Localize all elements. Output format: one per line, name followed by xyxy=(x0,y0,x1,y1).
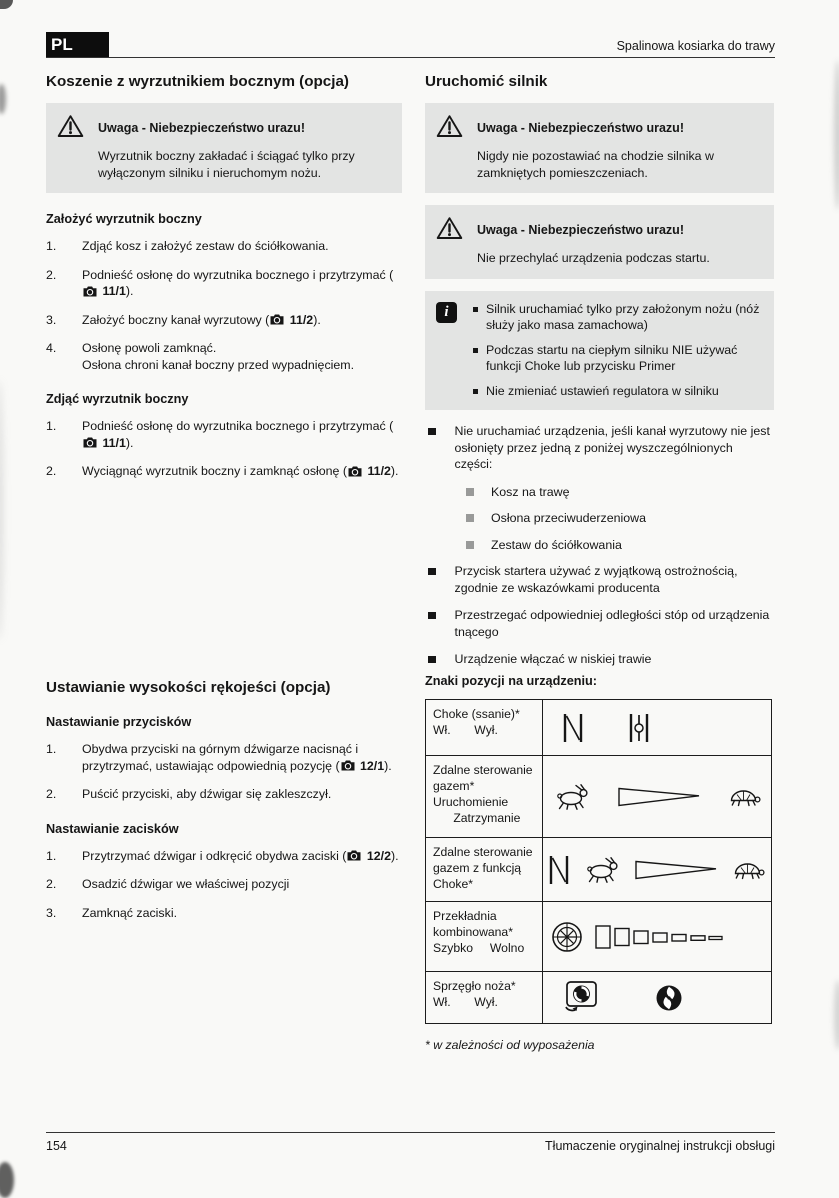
list-item-text: Obydwa przyciski na górnym dźwigarze nacisnąć i przytrzymać, ustawiając odpowiednią pozycję ( 12/1). xyxy=(82,742,392,773)
list-item xyxy=(46,238,402,255)
camera-icon xyxy=(83,437,97,448)
list-item xyxy=(46,741,402,774)
list-item xyxy=(46,312,402,329)
subsection-title-install: Założyć wyrzutnik boczny xyxy=(46,212,202,226)
sub-bullet-text: Kosz na trawę xyxy=(491,484,570,499)
camera-icon xyxy=(270,314,284,325)
safety-bullet-list xyxy=(425,423,774,668)
page-number: 154 xyxy=(46,1139,67,1153)
subsection-title-remove: Zdjąć wyrzutnik boczny xyxy=(46,392,189,406)
small-square-bullet-icon xyxy=(473,307,478,312)
list-item-number: 1. xyxy=(46,742,57,756)
symbol-icons-cell xyxy=(543,972,772,1024)
symbol-label-cell xyxy=(426,902,543,972)
numbered-list-clamps xyxy=(46,848,402,922)
blade-off-icon xyxy=(655,984,683,1012)
symbol-label-line: Sprzęgło noża* xyxy=(433,979,516,993)
list-item xyxy=(46,786,402,803)
numbered-list-remove xyxy=(46,418,402,480)
bullet-item xyxy=(425,423,774,473)
combi-wheel-icon xyxy=(551,921,583,953)
symbol-icons-cell xyxy=(543,902,772,972)
small-square-bullet-icon xyxy=(473,389,478,394)
bullet-item xyxy=(425,651,774,668)
sub-bullet-item xyxy=(466,510,774,527)
symbol-table-row xyxy=(426,838,772,902)
scan-artifact xyxy=(0,1162,14,1198)
camera-icon xyxy=(83,286,97,297)
info-icon xyxy=(436,302,457,323)
symbol-table-row xyxy=(426,700,772,756)
warning-triangle-icon xyxy=(436,113,477,143)
warning-box xyxy=(425,205,774,279)
bullet-text: Urządzenie włączać w niskiej trawie xyxy=(454,652,652,666)
symbol-icons-row xyxy=(549,784,765,810)
warning-triangle-icon xyxy=(436,215,477,245)
symbol-label-line: Zatrzymanie xyxy=(433,811,521,825)
footer-text: Tłumaczenie oryginalnej instrukcji obsługi xyxy=(545,1139,775,1153)
info-box xyxy=(425,291,774,411)
choke-open-icon xyxy=(629,713,649,743)
camera-icon xyxy=(341,760,355,771)
info-list xyxy=(473,301,764,400)
sub-bullet-item xyxy=(466,484,774,501)
list-item-number: 4. xyxy=(46,341,57,355)
list-item-text: Zdjąć kosz i założyć zestaw do ściółkowania. xyxy=(82,239,329,253)
tortoise-icon xyxy=(731,860,765,880)
list-item-number: 2. xyxy=(46,464,57,478)
list-item xyxy=(46,876,402,893)
hare-icon xyxy=(583,857,621,883)
list-item-number: 3. xyxy=(46,905,57,920)
list-item-text: Wyciągnąć wyrzutnik boczny i zamknąć osłonę ( 11/2). xyxy=(82,464,399,478)
gray-square-bullet-icon xyxy=(466,488,474,496)
symbol-label-line: kombinowana* xyxy=(433,925,513,939)
camera-icon xyxy=(347,850,361,861)
symbol-table-row xyxy=(426,756,772,838)
symbol-label-line: Wł. Wył. xyxy=(433,723,498,737)
right-column xyxy=(425,68,774,1052)
symbol-label-line: Uruchomienie xyxy=(433,795,509,809)
list-item-text: Założyć boczny kanał wyrzutowy ( 11/2). xyxy=(82,312,321,327)
sub-bullet-text: Zestaw do ściółkowania xyxy=(491,537,622,552)
symbol-label-line: Szybko Wolno xyxy=(433,941,525,955)
bullet-text: Przycisk startera używać z wyjątkową ostrożnością, zgodnie ze wskazówkami producenta xyxy=(454,564,738,595)
info-list-text: Podczas startu na ciepłym silniku NIE używać funkcji Choke lub przycisku Primer xyxy=(486,342,738,373)
list-item-number: 2. xyxy=(46,787,57,801)
header-rule xyxy=(46,57,775,58)
scan-artifact xyxy=(0,380,3,640)
table-footnote: * w zależności od wyposażenia xyxy=(425,1038,595,1052)
tortoise-icon xyxy=(727,787,761,807)
scan-artifact xyxy=(0,84,6,114)
list-item xyxy=(46,463,402,480)
list-item-text: Osadzić dźwigar we właściwej pozycji xyxy=(82,877,290,891)
list-item-text: Podnieść osłonę do wyrzutnika bocznego i przytrzymać ( 11/1). xyxy=(82,267,394,298)
throttle-wedge-icon xyxy=(635,860,717,880)
info-list-item xyxy=(473,301,764,334)
section-title-side-discharge: Koszenie z wyrzutnikiem bocznym (opcja) xyxy=(46,73,349,90)
warning-title: Uwaga - Niebezpieczeństwo urazu! xyxy=(477,223,684,237)
list-item xyxy=(46,340,402,373)
list-item-number: 1. xyxy=(46,239,57,253)
symbol-icons-row xyxy=(549,981,765,1015)
symbol-icons-row xyxy=(549,713,765,743)
choke-closed-icon xyxy=(549,855,569,885)
list-item-text: Podnieść osłonę do wyrzutnika bocznego i przytrzymać ( 11/1). xyxy=(82,419,394,450)
numbered-list-buttons xyxy=(46,741,402,803)
warning-title: Uwaga - Niebezpieczeństwo urazu! xyxy=(98,121,305,135)
warning-text: Wyrzutnik boczny zakładać i ściągać tylko przy wyłączonym silniku i nieruchomym nożu. xyxy=(98,149,355,180)
gray-square-bullet-icon xyxy=(466,541,474,549)
symbol-label-line: Zdalne sterowanie xyxy=(433,845,533,859)
section-title-handle-height: Ustawianie wysokości rękojeści (opcja) xyxy=(46,679,331,696)
symbol-label-cell xyxy=(426,756,543,838)
list-item-text: Zamknąć zaciski. xyxy=(82,905,178,920)
list-item xyxy=(46,267,402,300)
subsection-title-buttons: Nastawianie przycisków xyxy=(46,715,192,729)
document-title: Spalinowa kosiarka do trawy xyxy=(616,39,775,53)
list-item xyxy=(46,848,402,865)
info-list-item xyxy=(473,342,764,375)
warning-text: Nigdy nie pozostawiać na chodzie silnika w zamkniętych pomieszczeniach. xyxy=(477,149,714,180)
info-list-text: Silnik uruchamiać tylko przy założonym nożu (nóż służy jako masa zamachowa) xyxy=(486,301,760,332)
symbol-icons-cell xyxy=(543,756,772,838)
symbol-icons-row xyxy=(549,921,765,953)
symbol-label-line: Przekładnia xyxy=(433,909,497,923)
symbol-label-line: gazem z funkcją xyxy=(433,861,522,875)
scan-artifact xyxy=(834,980,839,1050)
position-symbols-section xyxy=(425,674,774,1052)
gray-square-bullet-icon xyxy=(466,514,474,522)
symbol-label-cell xyxy=(426,838,543,902)
bullet-text: Nie uruchamiać urządzenia, jeśli kanał wyrzutowy nie jest osłonięty przez jedną z poniżej wyszczególnionych części: xyxy=(454,424,770,471)
symbol-table-row xyxy=(426,902,772,972)
blade-on-icon xyxy=(563,981,597,1015)
list-item-number: 1. xyxy=(46,848,57,863)
list-item-number: 1. xyxy=(46,419,57,433)
symbol-icons-cell xyxy=(543,700,772,756)
symbol-label-line: Choke (ssanie)* xyxy=(433,707,520,721)
list-item-number: 2. xyxy=(46,877,57,891)
hare-icon xyxy=(553,784,591,810)
throttle-wedge-icon xyxy=(618,787,700,807)
subsection-title-clamps: Nastawianie zacisków xyxy=(46,821,179,836)
warning-triangle-icon xyxy=(57,113,98,143)
bullet-item xyxy=(425,607,774,640)
symbol-label-line: Wł. Wył. xyxy=(433,995,498,1009)
symbol-table-row xyxy=(426,972,772,1024)
warning-box xyxy=(425,103,774,193)
symbol-icons-cell xyxy=(543,838,772,902)
table-title: Znaki pozycji na urządzeniu: xyxy=(425,674,598,688)
symbol-label-cell xyxy=(426,700,543,756)
info-list-item xyxy=(473,383,764,400)
list-item-text: Puścić przyciski, aby dźwigar się zakleszczył. xyxy=(82,787,332,801)
section-title-start-engine: Uruchomić silnik xyxy=(425,73,548,90)
language-badge: PL xyxy=(46,32,109,57)
list-item-text: Osłonę powoli zamknąć. Osłona chroni kanał boczny przed wypadnięciem. xyxy=(82,341,355,372)
sub-bullet-text: Osłona przeciwuderzeniowa xyxy=(491,511,646,525)
square-bullet-icon xyxy=(428,568,436,576)
speed-steps-icon xyxy=(595,924,723,950)
sub-bullet-item xyxy=(466,537,774,554)
list-item-text: Przytrzymać dźwigar i odkręcić obydwa zaciski ( 12/2). xyxy=(82,848,399,863)
numbered-list-install xyxy=(46,238,402,373)
camera-icon xyxy=(348,466,362,477)
choke-closed-icon xyxy=(563,713,583,743)
warning-box xyxy=(46,103,402,193)
list-item xyxy=(46,905,402,922)
symbol-icons-row xyxy=(549,855,765,885)
left-column xyxy=(46,68,402,920)
info-list-text: Nie zmieniać ustawień regulatora w silniku xyxy=(486,383,719,398)
list-item-number: 2. xyxy=(46,267,57,282)
scan-artifact xyxy=(0,0,13,9)
symbol-label-line: Zdalne sterowanie xyxy=(433,763,533,777)
square-bullet-icon xyxy=(428,428,436,436)
square-bullet-icon xyxy=(428,612,436,620)
symbol-label-cell xyxy=(426,972,543,1024)
small-square-bullet-icon xyxy=(473,348,478,353)
handle-height-section xyxy=(46,674,402,933)
list-item-number: 3. xyxy=(46,312,57,327)
scan-artifact xyxy=(834,60,839,210)
symbol-label-line: Choke* xyxy=(433,877,473,891)
square-bullet-icon xyxy=(428,656,436,664)
warning-text: Nie przechylać urządzenia podczas startu. xyxy=(477,251,710,265)
warning-title: Uwaga - Niebezpieczeństwo urazu! xyxy=(477,121,684,135)
bullet-text: Przestrzegać odpowiedniej odległości stóp od urządzenia tnącego xyxy=(454,608,770,639)
position-symbols-table xyxy=(425,699,772,1024)
symbol-label-line: gazem* xyxy=(433,779,475,793)
footer-rule xyxy=(46,1132,775,1133)
list-item xyxy=(46,418,402,451)
bullet-item xyxy=(425,563,774,596)
